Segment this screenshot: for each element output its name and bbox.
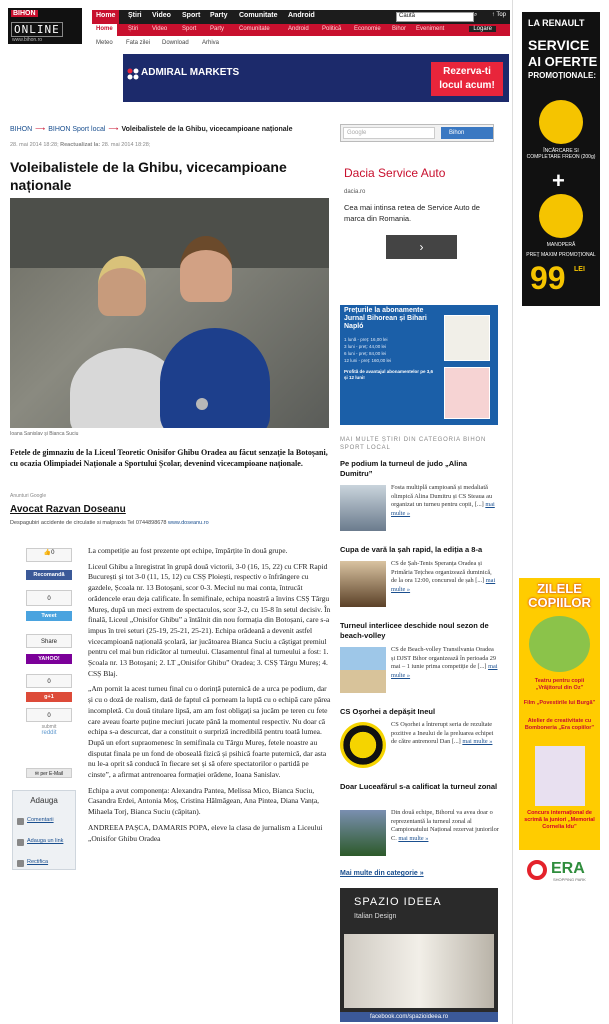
story-text bbox=[391, 646, 499, 680]
story-more-link[interactable]: mai multe » bbox=[398, 834, 429, 842]
nav-stiri[interactable]: Știri bbox=[128, 12, 142, 19]
jurnal-line: 6 luni - preț: 84,00 lei bbox=[344, 351, 387, 356]
story-text bbox=[391, 721, 499, 747]
page-title: Voleibalistele de la Ghibu, vicecampioane naționale bbox=[10, 159, 287, 193]
subnav-bihor[interactable]: Bihor bbox=[392, 26, 407, 32]
nav-party[interactable]: Party bbox=[210, 12, 228, 19]
copii-line: Film „Povestirile lui Burgă” bbox=[523, 700, 596, 706]
jurnal-ad[interactable] bbox=[340, 305, 498, 425]
breadcrumb-bihon[interactable]: BIHON bbox=[10, 126, 33, 133]
column-divider bbox=[512, 0, 513, 1024]
story-title[interactable]: Doar Luceafărul s-a calificat la turneul zonal bbox=[340, 782, 498, 791]
text-ad-desc-text: Despagubiri accidente de circulatie si malpraxis Tel 0744898678 bbox=[10, 520, 167, 526]
link-download[interactable]: Download bbox=[162, 40, 189, 46]
renault-item2: MANOPERĂ bbox=[546, 242, 576, 248]
updated-date: 28. mai 2014 18:28; bbox=[101, 142, 151, 148]
logo-online: ONLINE bbox=[11, 22, 63, 37]
article-photo[interactable] bbox=[10, 198, 329, 428]
nav-home[interactable]: Home bbox=[92, 10, 119, 24]
freon-icon bbox=[539, 100, 583, 144]
main-nav bbox=[92, 10, 510, 24]
newspaper-image bbox=[444, 315, 490, 361]
cinema-image bbox=[535, 746, 585, 806]
gplus-button[interactable]: g+1 bbox=[26, 692, 72, 702]
story-snippet: CS de Șah-Tenis Speranța Oradea și Primăria Tețchea organizează duminică, de la ora 12:00, concursul de șah [...] bbox=[391, 560, 492, 585]
renault-price: 99 bbox=[530, 260, 566, 296]
email-label: per E-Mail bbox=[40, 771, 64, 777]
story-thumbnail[interactable] bbox=[340, 647, 386, 693]
story-title[interactable]: Turneul interliceе deschide noul sezon de beach-volley bbox=[340, 621, 489, 640]
reddit-label: reddit bbox=[41, 730, 57, 736]
subnav-home[interactable]: Home bbox=[92, 24, 117, 36]
breadcrumb-arrow-icon: ⟶ bbox=[35, 126, 46, 133]
story-more-link[interactable]: mai multe » bbox=[462, 738, 493, 746]
google-search bbox=[340, 124, 494, 142]
photo-person-right-body bbox=[160, 328, 270, 428]
tweet-count: 0 bbox=[26, 590, 72, 606]
kids-image bbox=[529, 616, 590, 672]
add-comment-link[interactable]: Comentarii bbox=[27, 817, 54, 823]
dacia-ad[interactable] bbox=[340, 162, 498, 286]
renault-plus: + bbox=[552, 168, 565, 193]
breadcrumb-arrow-icon: ⟶ bbox=[108, 126, 119, 133]
search-icon[interactable]: ⌕ bbox=[474, 12, 478, 18]
add-link-link[interactable]: Adauga un link bbox=[27, 838, 64, 844]
reddit-widget[interactable] bbox=[26, 724, 72, 750]
publish-date: 28. mai 2014 18:28; bbox=[10, 142, 59, 148]
era-sub: SHOPPING PARK bbox=[553, 877, 586, 882]
era-shopping-park-logo[interactable] bbox=[527, 858, 601, 884]
logo-url: www.bihon.ro bbox=[12, 37, 43, 43]
comment-icon bbox=[17, 818, 24, 825]
copii-line: Atelier de creativitate cu Bomboneria „Era copiilor” bbox=[524, 718, 595, 731]
photo-person-right-head bbox=[180, 236, 232, 302]
edit-icon bbox=[17, 860, 24, 867]
text-ad-title[interactable]: Avocat Razvan Doseanu bbox=[10, 504, 126, 515]
spazio-subtitle: Italian Design bbox=[354, 913, 397, 920]
story-text bbox=[391, 809, 499, 843]
gplus-count: 0 bbox=[26, 674, 72, 688]
story-more-link[interactable]: mai multe » bbox=[391, 501, 495, 517]
email-button[interactable] bbox=[26, 768, 72, 778]
adauga-title: Adauga bbox=[30, 796, 58, 805]
admiral-title: ADMIRAL MARKETS bbox=[141, 67, 240, 78]
more-stories-heading: MAI MULTE ȘTIRI DIN CATEGORIA BIHON SPORT LOCAL bbox=[340, 437, 487, 451]
admiral-markets-banner[interactable] bbox=[123, 54, 509, 102]
site-logo[interactable] bbox=[8, 8, 82, 44]
link-meteo[interactable]: Meteo bbox=[96, 40, 113, 46]
like-count: 0 bbox=[51, 550, 55, 556]
admiral-logo-icon bbox=[127, 68, 139, 88]
search-input[interactable]: Caută bbox=[396, 12, 474, 22]
nav-video[interactable]: Video bbox=[152, 12, 171, 19]
copii-line: Concurs internațional de scrimă la juniori „Memorial Cornelia Idu” bbox=[524, 810, 595, 830]
spazio-ideea-ad[interactable] bbox=[340, 888, 498, 1022]
google-search-input[interactable]: Google bbox=[343, 127, 435, 139]
dateline bbox=[10, 142, 150, 148]
jurnal-line: Profită de avantajul abonamentelor pe 3,6 și 12 luni! bbox=[344, 369, 434, 380]
tweet-button[interactable]: Tweet bbox=[26, 611, 72, 621]
dacia-url: dacia.ro bbox=[344, 189, 366, 195]
fb-like-count[interactable] bbox=[26, 548, 72, 562]
story-title[interactable]: Pe podium la turneul de judo „Alina Dumitru” bbox=[340, 459, 468, 478]
subnav-eveniment[interactable]: Eveniment bbox=[416, 26, 445, 32]
renault-price-label: PREȚ MAXIM PROMOȚIONAL bbox=[526, 252, 596, 258]
subnav-economie[interactable]: Economie bbox=[354, 26, 381, 32]
email-icon: ✉ bbox=[34, 771, 41, 777]
article-lead: Fetele de gimnaziu de la Liceul Teoretic Onisifor Ghibu Oradea au făcut senzație la Botoșani, cu ocazia Olimpiadei Naționale a Sportului Școlar, devenind vicecampioane naționale. bbox=[10, 448, 328, 468]
subnav-android[interactable]: Android bbox=[288, 26, 309, 32]
showroom-image bbox=[344, 934, 494, 1008]
subnav-comunitate[interactable]: Comunitate bbox=[239, 26, 270, 32]
article-body bbox=[88, 546, 332, 849]
renault-line3: AI OFERTE bbox=[528, 54, 598, 69]
photo-caption: Ioana Sanislav și Bianca Suciu bbox=[10, 431, 79, 437]
google-search-button[interactable]: Bihon bbox=[441, 127, 493, 139]
text-ad-desc bbox=[10, 520, 209, 526]
reddit-submit: submit bbox=[41, 724, 57, 730]
more-from-category-link[interactable]: Mai multe din categorie » bbox=[340, 870, 424, 877]
share-button[interactable]: Share bbox=[26, 634, 72, 648]
dacia-title: Dacia Service Auto bbox=[344, 166, 446, 180]
subnav-sport[interactable]: Sport bbox=[182, 26, 197, 32]
renault-line1: LA RENAULT bbox=[528, 18, 585, 28]
article-paragraph: Liceul Ghibu a înregistrat în grupă două victorii, 3-0 (16, 15, 22) cu CFR Rapid București și tot 3-0 (11, 15, 12) cu CSȘ Ploiești, respectiv o înfrângere cu gazdele, Școala nr. 13 Botoșani, scor 0-3. Meciul nu mai conta, întrucât orădencele erau deja calificate. În semifinale, echipa noastră a învins CSȘ Târgu Mureș, după un meci extrem de spectaculos, scor 3-2, cu 15-8 în setul decisiv. În finală, Liceul „Onisifor Ghibu” a întâlnit din nou formația din Botoșani, care s-a impus în trei seturi (25-19, 25-21, 25-21). Echipa orădeană a devenit astfel vicecampioană națională școlară, iar jucătoarea Bianca Suciu a câștigat premiul pentru cel mai bun ridicător al turneului. Clasamentul final al turneului a fost: 1. Școala nr. 13 Botoșani; 2. LT „Onisifor Ghibu” Oradea; 3. CSȘ Târgu Mureș; 4. CSȘ Blaj. bbox=[88, 561, 331, 678]
story-snippet: Din două echipe, Bihorul va avea doar o reprezentantă la turneul zonal al Campionatului Național rezervat juniorilor C. bbox=[391, 809, 499, 842]
nav-android[interactable]: Android bbox=[288, 12, 315, 19]
renault-ad[interactable] bbox=[522, 12, 600, 324]
subnav-video[interactable]: Video bbox=[152, 26, 168, 32]
jurnal-line: 3 luni - preț: 44,00 lei bbox=[344, 344, 387, 349]
renault-line2: SERVICE bbox=[528, 37, 590, 53]
breadcrumb bbox=[10, 125, 293, 133]
story-thumbnail[interactable] bbox=[340, 810, 386, 856]
breadcrumb-current: Voleibalistele de la Ghibu, vicecampioane naționale bbox=[121, 126, 293, 133]
renault-currency: LEI bbox=[574, 266, 585, 273]
spazio-title: SPAZIO IDEEA bbox=[354, 896, 442, 908]
newspaper-image bbox=[444, 367, 490, 419]
story-snippet: Fosta multiplă campioană și medaliată olimpică Alina Dumitru și CS Steaua au organizat un turneu pentru copii, [...] bbox=[391, 484, 493, 509]
subnav-party[interactable]: Party bbox=[210, 26, 225, 32]
story-snippet: CS Oșorhei a întrerupt seria de rezultate pozitive a Ineului de la preluarea echipei de către antrenorul Dan [...] bbox=[391, 721, 494, 746]
jurnal-line: 1 lună - preț: 16,00 lei bbox=[344, 337, 388, 342]
subnav-politica[interactable]: Politică bbox=[322, 26, 342, 32]
dacia-desc: Cea mai intinsa retea de Service Auto de marca din Romania. bbox=[344, 203, 480, 223]
text-ad-url[interactable]: www.doseanu.ro bbox=[167, 520, 209, 526]
link-icon bbox=[17, 839, 24, 846]
subnav-stiri[interactable]: Știri bbox=[128, 26, 139, 32]
wrench-icon bbox=[539, 194, 583, 238]
top-link[interactable]: ↑ Top bbox=[491, 12, 506, 18]
admiral-cta-button[interactable]: Rezerva-ti locul acum! bbox=[431, 62, 503, 96]
story-thumbnail[interactable] bbox=[340, 485, 386, 531]
copii-title: ZILELE COPIILOR bbox=[528, 581, 591, 610]
renault-item1: ÎNCĂRCARE SI COMPLETARE FREON (200g) bbox=[526, 148, 596, 160]
article-paragraph: „Am pornit la acest turneu final cu o dorință puternică de a urca pe podium, dar și cu o doză de realism, dată de faptul că porneam la luptă cu o echipă care părea incompletă. Cu două titulare lipsă, am am fost obligați sa jucăm pe teren cu fete care aveau foarte puține meciuri jucate până la momentul respectiv. Nu doar că echipa s-a descurcat, dar a constituit o surpriză incredibilă pentru toată lumea. După un efort supraomenesc în semifinala cu Târgu Mureș, fetele noastre au disputat finala pe un fond de oboseală fizică și psihică foarte puternică, dar asta nu le-a oprit să conducă în fiecare set și să ofere spectatorilor o partidă pe cinste”, a afirmat antrenoarea formației orădene, Ioana Sanislav. bbox=[88, 684, 331, 780]
story-snippet: CS de Beach-volley Transilvania Oradea și DJST Bihor organizează în perioada 29 mai – 1 iunie prima competiție de [...] bbox=[391, 646, 497, 671]
logo-brand: BIHON bbox=[13, 10, 36, 17]
jurnal-line: 12 luni - preț: 160,00 lei bbox=[344, 358, 392, 363]
story-thumbnail[interactable] bbox=[340, 561, 386, 607]
article-paragraph: La competiție au fost prezente opt echipe, împărțite în două grupe. bbox=[88, 546, 288, 555]
google-ads-label: Anunturi Google bbox=[10, 493, 47, 499]
story-text bbox=[391, 560, 499, 594]
story-text bbox=[391, 484, 499, 518]
medal-right-icon bbox=[196, 398, 208, 410]
photo-person-left-head bbox=[98, 256, 146, 316]
jurnal-title: Prețurile la abonamente Jurnal Bihorean și Bihari Napló bbox=[344, 307, 427, 330]
era-name: ERA bbox=[551, 860, 585, 877]
renault-line4: PROMOȚIONALE: bbox=[528, 71, 596, 80]
nav-comunitate[interactable]: Comunitate bbox=[239, 12, 278, 19]
story-more-link[interactable]: mai multe » bbox=[391, 663, 498, 679]
reddit-count: 0 bbox=[26, 708, 72, 722]
article-paragraph: ANDREEA PAȘCA, DAMARIS POPA, eleve la clasa de jurnalism a Liceului „Onisifor Ghibu Oradea bbox=[88, 822, 323, 843]
adauga-panel bbox=[12, 790, 76, 870]
yahoo-button[interactable]: YAHOO! bbox=[26, 654, 72, 664]
nav-sport[interactable]: Sport bbox=[182, 12, 201, 19]
login-button[interactable]: Logare bbox=[469, 26, 496, 32]
copii-line: Teatru pentru copii „Vrăjitorul din Oz” bbox=[534, 678, 585, 691]
spazio-facebook: facebook.com/spazioideea.ro bbox=[340, 1012, 498, 1022]
era-logo-icon bbox=[527, 860, 547, 880]
like-icon: 👍 bbox=[43, 550, 52, 556]
breadcrumb-sport-local[interactable]: BIHON Sport local bbox=[48, 126, 106, 133]
story-thumbnail[interactable] bbox=[340, 722, 386, 768]
fb-recommend-button[interactable]: Recomandă bbox=[26, 570, 72, 580]
rectifica-link[interactable]: Rectifica bbox=[27, 859, 49, 865]
story-more-link[interactable]: mai multe » bbox=[391, 577, 496, 593]
chevron-right-icon[interactable]: › bbox=[386, 235, 457, 259]
sub-nav bbox=[92, 24, 510, 36]
link-arhiva[interactable]: Arhiva bbox=[202, 40, 220, 46]
link-fata-zilei[interactable]: Fata zilei bbox=[126, 40, 151, 46]
zilele-copiilor-ad[interactable] bbox=[519, 578, 600, 850]
updated-label: Reactualizat la: bbox=[60, 142, 101, 148]
story-title[interactable]: Cupa de vară la șah rapid, la ediția a 8-a bbox=[340, 545, 483, 554]
photo-background bbox=[10, 198, 329, 268]
article-paragraph: Echipa a avut componența: Alexandra Pantea, Melissa Mico, Bianca Suciu, Casandra Erdei, Antonia Moș, Cristina Hălmăgean, Ana Pintea, Diana Vanța, Mihaela Torj, Bianca Suciu (căpitan). bbox=[88, 785, 320, 817]
renault-logo bbox=[522, 306, 600, 324]
story-title[interactable]: CS Oșorhei a depășit Ineul bbox=[340, 707, 436, 716]
